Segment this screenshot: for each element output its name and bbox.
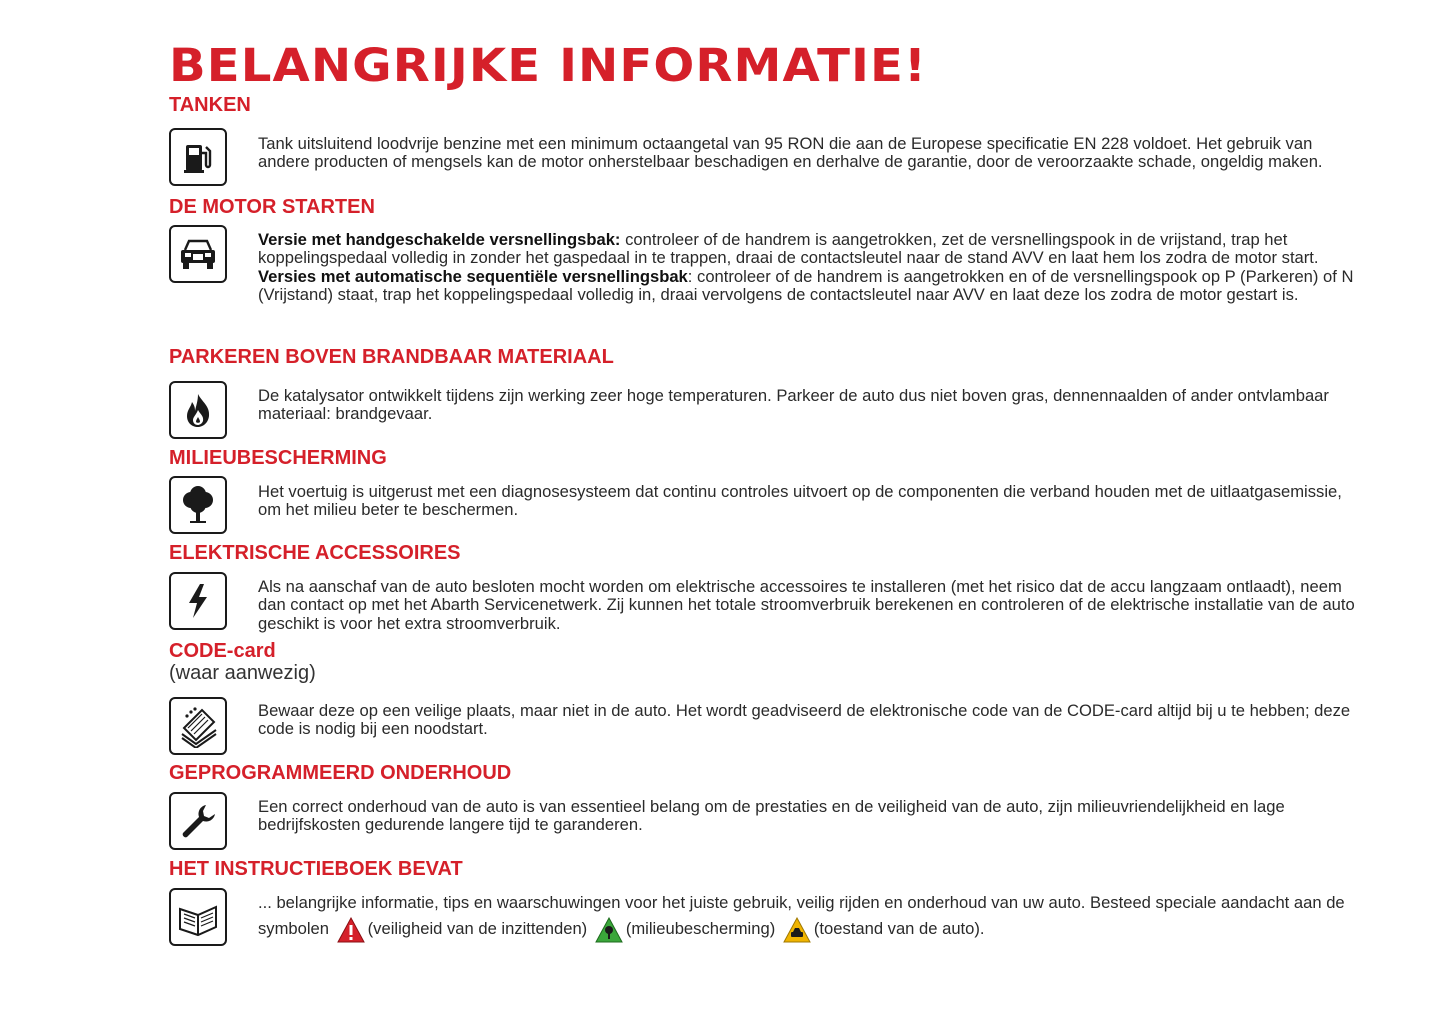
environment-warning-icon	[595, 917, 623, 943]
symbol-safety-label: (veiligheid van de inzittenden)	[367, 919, 588, 938]
fuel-pump-icon	[169, 128, 227, 186]
heading-motor-starten: DE MOTOR STARTEN	[169, 196, 375, 218]
tree-icon	[169, 476, 227, 534]
safety-warning-icon	[337, 917, 365, 943]
car-condition-warning-icon	[783, 917, 811, 943]
page-title: BELANGRIJKE INFORMATIE!	[169, 39, 928, 92]
wrench-icon	[169, 792, 227, 850]
subheading-code-card: (waar aanwezig)	[169, 662, 316, 684]
heading-elektrische-accessoires: ELEKTRISCHE ACCESSOIRES	[169, 542, 461, 564]
heading-geprogrammeerd-onderhoud: GEPROGRAMMEERD ONDERHOUD	[169, 762, 512, 784]
heading-tanken: TANKEN	[169, 94, 251, 116]
text-motor-starten	[258, 231, 1358, 304]
instructieboek-intro: ... belangrijke informatie, tips en waarschuwingen voor het juiste gebruik, veilig rijden en onderhoud van uw auto. Besteed speciale aandacht aan de symbolen	[258, 893, 1345, 938]
automatic-version-label: Versies met automatische sequentiële versnellingsbak	[258, 266, 688, 286]
open-book-icon	[169, 888, 227, 946]
fire-icon	[169, 381, 227, 439]
lightning-icon	[169, 572, 227, 630]
code-card-icon	[169, 697, 227, 755]
symbol-car-label: (toestand van de auto).	[813, 919, 985, 938]
manual-version-label: Versie met handgeschakelde versnellingsbak:	[258, 230, 621, 249]
heading-code-card: CODE-card	[169, 640, 276, 662]
manual-version-text: controleer of de handrem is aangetrokken, zet de versnellingspook in de vrijstand, trap het koppelingspedaal volledig in zonder het gaspedaal in te trappen, draai de contactsleutel naar de stand AVV en laat hem los zodra de motor start.	[258, 230, 1319, 268]
heading-milieubescherming: MILIEUBESCHERMING	[169, 447, 387, 469]
heading-parkeren: PARKEREN BOVEN BRANDBAAR MATERIAAL	[169, 346, 614, 368]
symbol-environment-label: (milieubescherming)	[625, 919, 776, 938]
text-elektrische-accessoires: Als na aanschaf van de auto besloten mocht worden om elektrische accessoires te installeren (met het risico dat de accu langzaam ontlaadt), neem dan contact op met het Abarth Servicenetwerk. Zij kunnen het totale stroomverbruik berekenen en controleren of de elektrische installatie van de auto geschikt is voor het extra stroomverbruik.	[258, 577, 1355, 633]
car-icon	[169, 225, 227, 283]
text-geprogrammeerd-onderhoud: Een correct onderhoud van de auto is van essentieel belang om de prestaties en de veiligheid van de auto, zijn milieuvriendelijkheid en lage bedrijfskosten gedurende langere tijd te garanderen.	[258, 797, 1285, 835]
text-instructieboek	[258, 890, 1358, 943]
text-milieubescherming: Het voertuig is uitgerust met een diagnosesysteem dat continu controles uitvoert op de componenten die verband houden met de uitlaatgasemissie, om het milieu beter te beschermen.	[258, 482, 1342, 520]
text-code-card: Bewaar deze op een veilige plaats, maar niet in de auto. Het wordt geadviseerd de elektronische code van de CODE-card altijd bij u te hebben; deze code is nodig bij een noodstart.	[258, 701, 1351, 739]
heading-instructieboek: HET INSTRUCTIEBOEK BEVAT	[169, 858, 463, 880]
text-parkeren: De katalysator ontwikkelt tijdens zijn werking zeer hoge temperaturen. Parkeer de auto dus niet boven gras, dennennaalden of ander ontvlambaar materiaal: brandgevaar.	[258, 386, 1329, 424]
automatic-version-text: : controleer of de handrem is aangetrokken en of de versnellingspook op P (Parkeren) of N (Vrijstand) staat, trap het koppelingspedaal volledig in, draai vervolgens de contactsleutel naar AVV en laat deze los zodra de motor gestart is.	[258, 266, 1354, 304]
text-tanken: Tank uitsluitend loodvrije benzine met een minimum octaangetal van 95 RON die aan de Europese specificatie EN 228 voldoet. Het gebruik van andere producten of mengsels kan de motor onherstelbaar beschadigen en derhalve de garantie, door de veroorzaakte schade, ongeldig maken.	[258, 134, 1323, 172]
